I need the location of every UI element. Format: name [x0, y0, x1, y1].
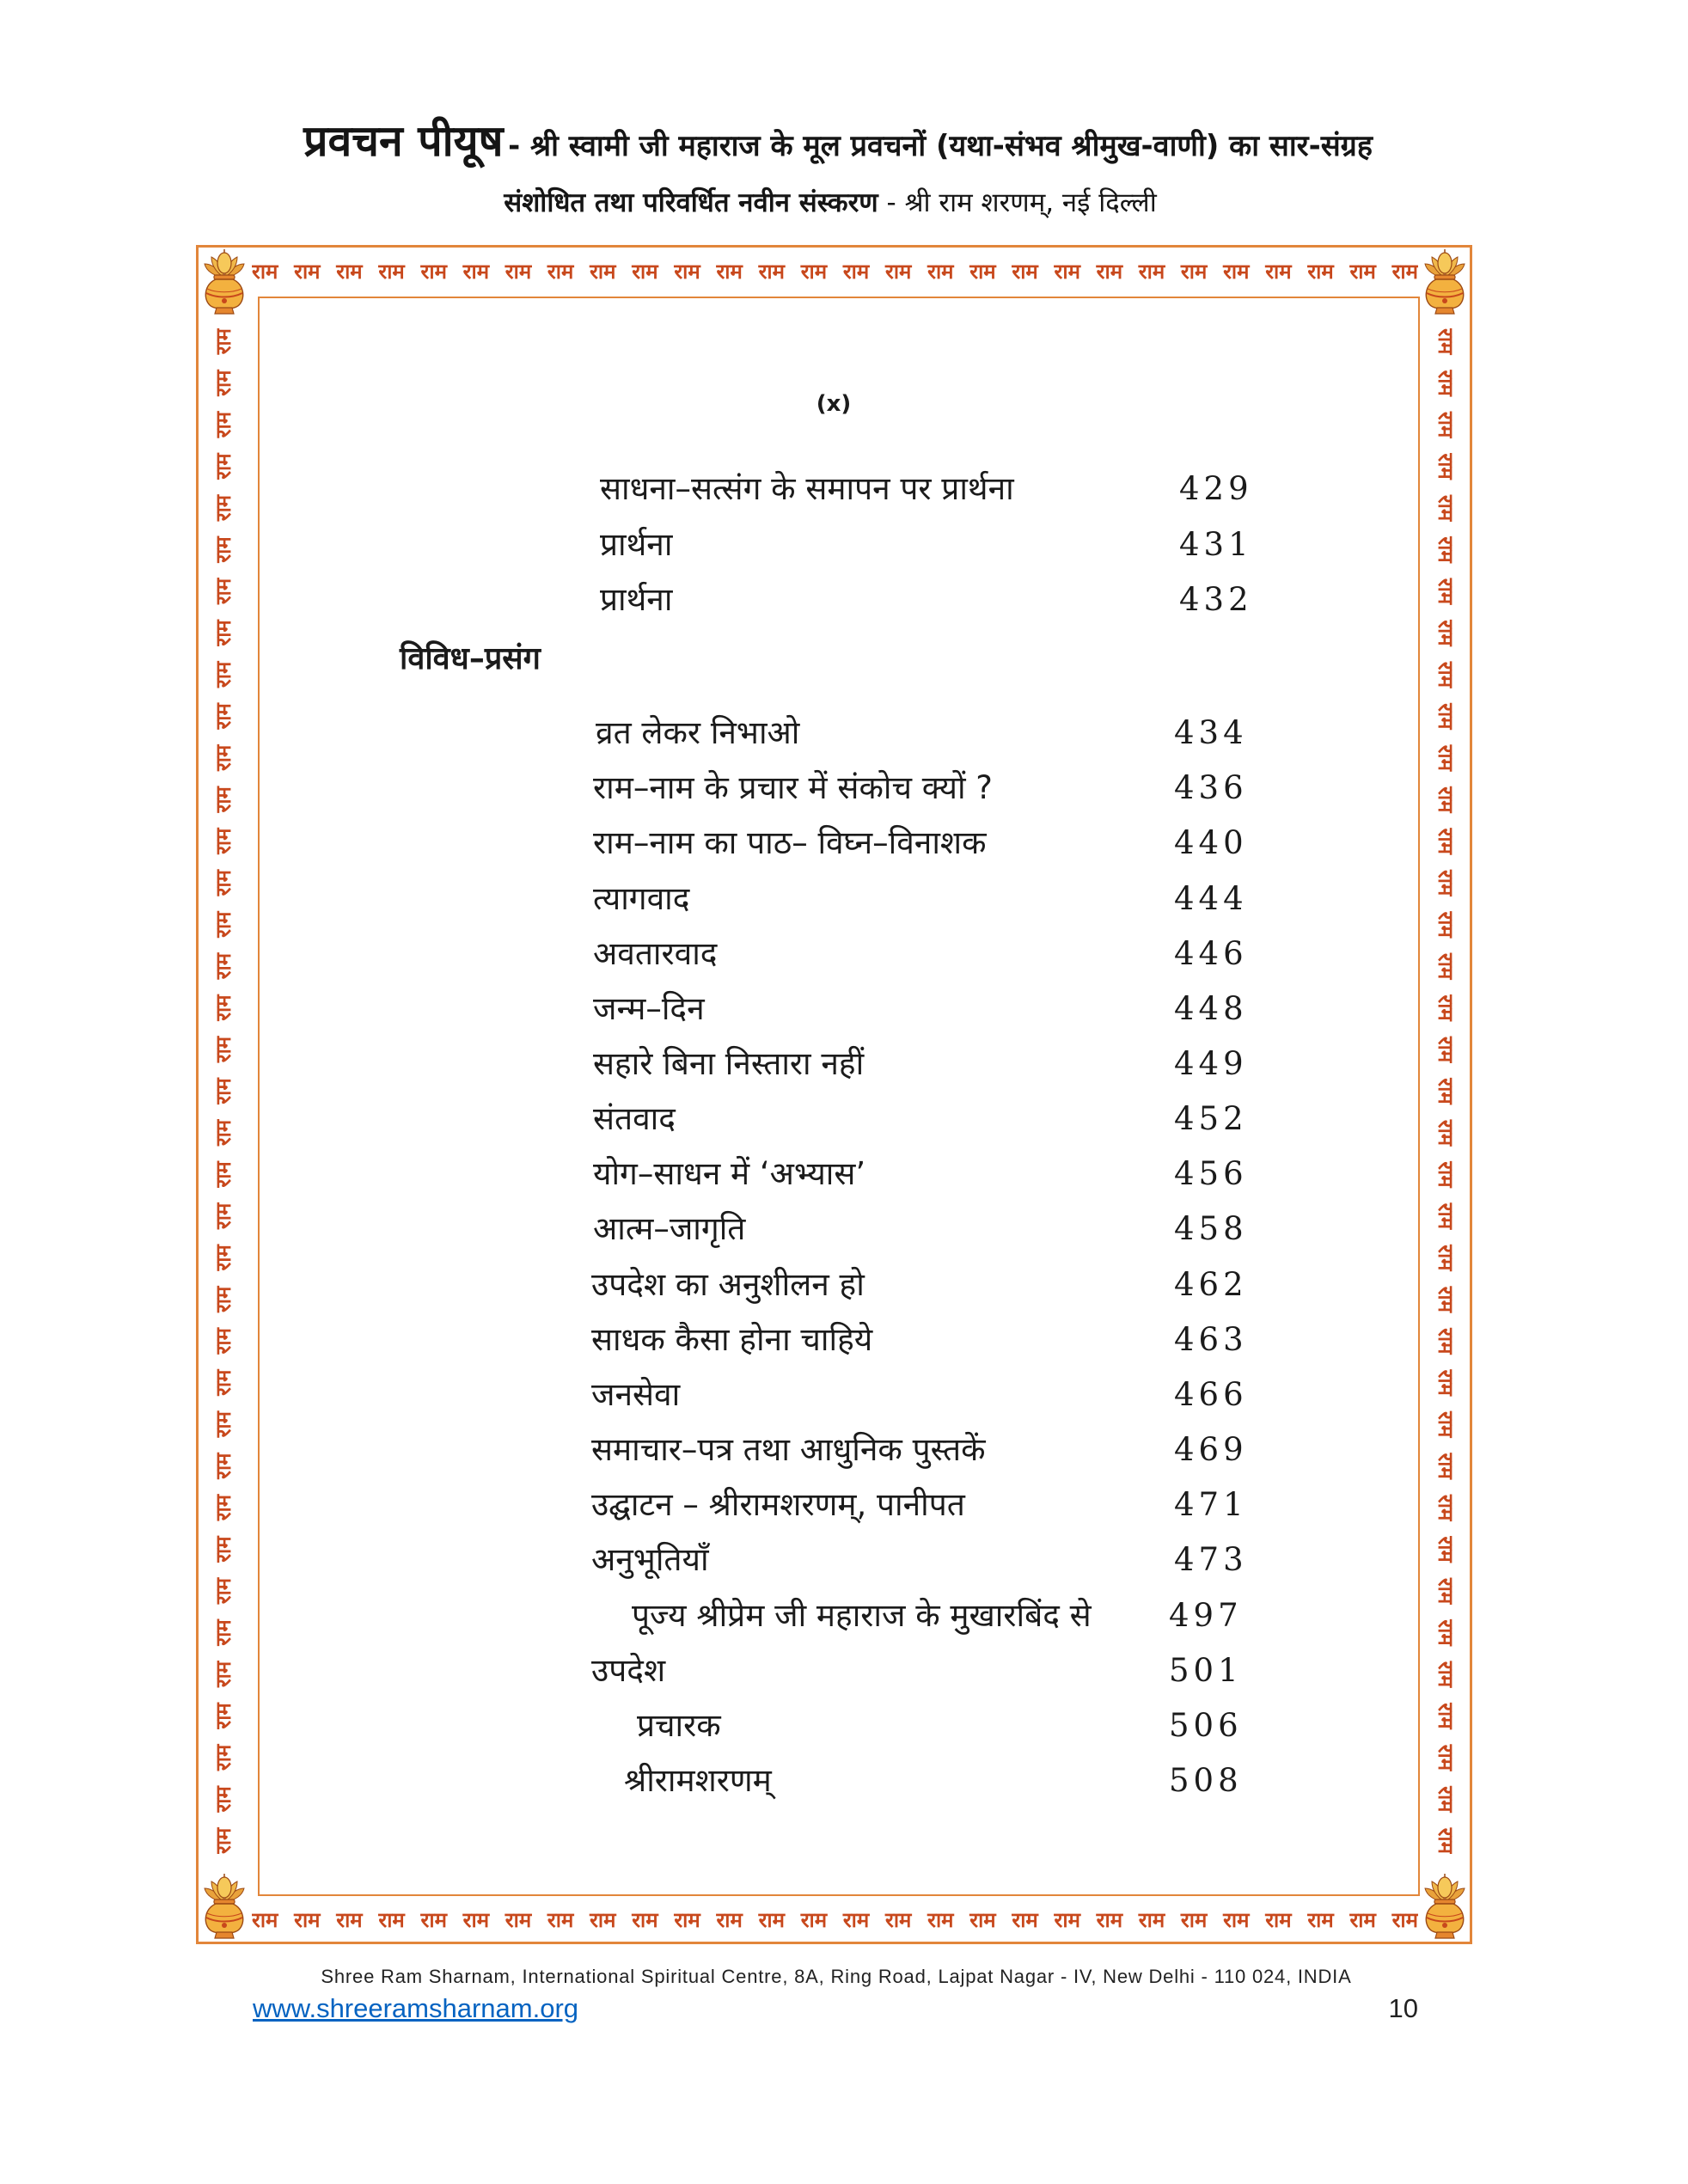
toc-entry-title: प्रचारक: [637, 1707, 721, 1744]
toc-entry-title: जन्म–दिन: [593, 990, 705, 1027]
footer-address: Shree Ram Sharnam, International Spiritual Centre, 8A, Ring Road, Lajpat Nagar - IV, New Delhi - 110 024, INDIA: [321, 1966, 1352, 1987]
toc-page-number: 471: [1174, 1486, 1248, 1523]
toc-page-number: 434: [1174, 714, 1248, 751]
publisher-label: - श्री राम शरणम्, नई दिल्ली: [886, 187, 1157, 218]
toc-entry-title: संतवाद: [593, 1100, 676, 1137]
toc-page-number: 444: [1174, 880, 1248, 917]
toc-row: [0, 519, 1688, 571]
toc-section-heading: विविध–प्रसंग: [400, 641, 541, 676]
toc-page-number: 462: [1174, 1266, 1248, 1303]
document-title-line: [0, 107, 1676, 175]
toc-row: [0, 574, 1688, 626]
border-text-bottom: राम राम राम राम राम राम राम राम राम राम राम राम राम राम राम राम राम राम राम राम राम राम राम राम राम राम राम राम: [252, 1908, 1418, 1932]
toc-page-number: 436: [1174, 769, 1248, 806]
toc-entry-title: राम–नाम के प्रचार में संकोच क्यों ?: [593, 769, 993, 806]
toc-entry-title: अवतारवाद: [593, 935, 718, 972]
toc-row: [0, 1093, 1688, 1145]
toc-entry-title: उपदेश: [591, 1652, 666, 1689]
toc-row: [0, 1424, 1688, 1476]
toc-entry-title: साधक कैसा होना चाहिये: [591, 1321, 873, 1358]
document-subtitle: - श्री स्वामी जी महाराज के मूल प्रवचनों (यथा-संभव श्रीमुख-वाणी) का सार-संग्रह: [508, 129, 1373, 163]
toc-row: [0, 1590, 1688, 1642]
toc-page-number: 431: [1179, 526, 1253, 563]
toc-page-number: 463: [1174, 1321, 1248, 1358]
toc-page-number: 449: [1174, 1045, 1248, 1082]
toc-row: [0, 928, 1688, 980]
kalash-icon: [199, 248, 249, 317]
toc-row: [0, 1755, 1688, 1807]
toc-row: [0, 1369, 1688, 1421]
toc-entry-title: आत्म–जागृति: [593, 1210, 746, 1247]
toc-page-number: 501: [1169, 1652, 1243, 1689]
toc-page-number: 506: [1169, 1707, 1243, 1744]
toc-entry-title: व्रत लेकर निभाओ: [596, 714, 800, 751]
toc-page-number: 456: [1174, 1155, 1248, 1192]
toc-row: [0, 983, 1688, 1035]
kalash-icon: [199, 1873, 249, 1942]
toc-row: [0, 762, 1688, 814]
toc-row: [0, 1645, 1688, 1697]
toc-entry-title: साधना–सत्संग के समापन पर प्रार्थना: [600, 470, 1014, 507]
toc-page-number: 458: [1174, 1210, 1248, 1247]
toc-entry-title: जनसेवा: [591, 1376, 681, 1413]
document-title: प्रवचन पीयूष: [303, 116, 504, 166]
toc-entry-title: प्रार्थना: [600, 581, 673, 618]
edition-line: [0, 182, 1660, 223]
website-link[interactable]: www.shreeramsharnam.org: [253, 1993, 579, 2023]
toc-entry-title: राम–नाम का पाठ– विघ्न–विनाशक: [593, 824, 987, 861]
toc-entry-title: श्रीरामशरणम्: [624, 1762, 772, 1799]
toc-page-number: 429: [1179, 470, 1253, 507]
toc-entry-title: सहारे बिना निस्तारा नहीं: [593, 1045, 865, 1082]
toc-row: [0, 707, 1688, 759]
toc-row: [0, 463, 1688, 515]
toc-row: [0, 817, 1688, 869]
toc-page-number: 466: [1174, 1376, 1248, 1413]
toc-row: [0, 1259, 1688, 1311]
kalash-icon: [1420, 248, 1470, 317]
toc-page-number: 473: [1174, 1541, 1248, 1578]
toc-page-number: 448: [1174, 990, 1248, 1027]
edition-label: संशोधित तथा परिवर्धित नवीन संस्करण: [504, 187, 878, 218]
toc-page-number: 440: [1174, 824, 1248, 861]
border-text-top: राम राम राम राम राम राम राम राम राम राम राम राम राम राम राम राम राम राम राम राम राम राम राम राम राम राम राम राम: [252, 260, 1418, 284]
toc-entry-title: समाचार–पत्र तथा आधुनिक पुस्तकें: [591, 1431, 986, 1468]
toc-page-number: 497: [1169, 1597, 1243, 1634]
toc-entry-title: उपदेश का अनुशीलन हो: [591, 1266, 865, 1303]
toc-page-number: 432: [1179, 581, 1253, 618]
toc-entry-title: उद्घाटन – श्रीरामशरणम्, पानीपत: [591, 1486, 965, 1523]
toc-row: [0, 1700, 1688, 1752]
toc-entry-title: त्यागवाद: [593, 880, 690, 917]
toc-entry-title: योग–साधन में ‘अभ्यास’: [593, 1155, 866, 1192]
border-text-left: राम राम राम राम राम राम राम राम राम राम राम राम राम राम राम राम राम राम राम राम राम राम राम राम राम राम राम राम राम राम राम राम राम राम राम राम राम: [211, 328, 235, 1854]
toc-row: [0, 1314, 1688, 1366]
kalash-icon: [1420, 1873, 1470, 1942]
roman-page-number: (x): [816, 391, 852, 417]
toc-entry-title: प्रार्थना: [600, 526, 673, 563]
toc-row: [0, 1479, 1688, 1531]
toc-row: [0, 873, 1688, 925]
toc-row: [0, 1203, 1688, 1255]
toc-row: [0, 1534, 1688, 1586]
toc-page-number: 446: [1174, 935, 1248, 972]
toc-entry-title: अनुभूतियाँ: [591, 1541, 709, 1578]
toc-row: [0, 1038, 1688, 1090]
toc-page-number: 508: [1169, 1762, 1243, 1799]
toc-row: [0, 1148, 1688, 1200]
page-number: 10: [1388, 1993, 1418, 2023]
toc-page-number: 452: [1174, 1100, 1248, 1137]
toc-entry-title: पूज्य श्रीप्रेम जी महाराज के मुखारबिंद से: [632, 1597, 1092, 1634]
border-text-right: राम राम राम राम राम राम राम राम राम राम राम राम राम राम राम राम राम राम राम राम राम राम राम राम राम राम राम राम राम राम राम राम राम राम राम राम राम: [1434, 328, 1458, 1854]
toc-page-number: 469: [1174, 1431, 1248, 1468]
